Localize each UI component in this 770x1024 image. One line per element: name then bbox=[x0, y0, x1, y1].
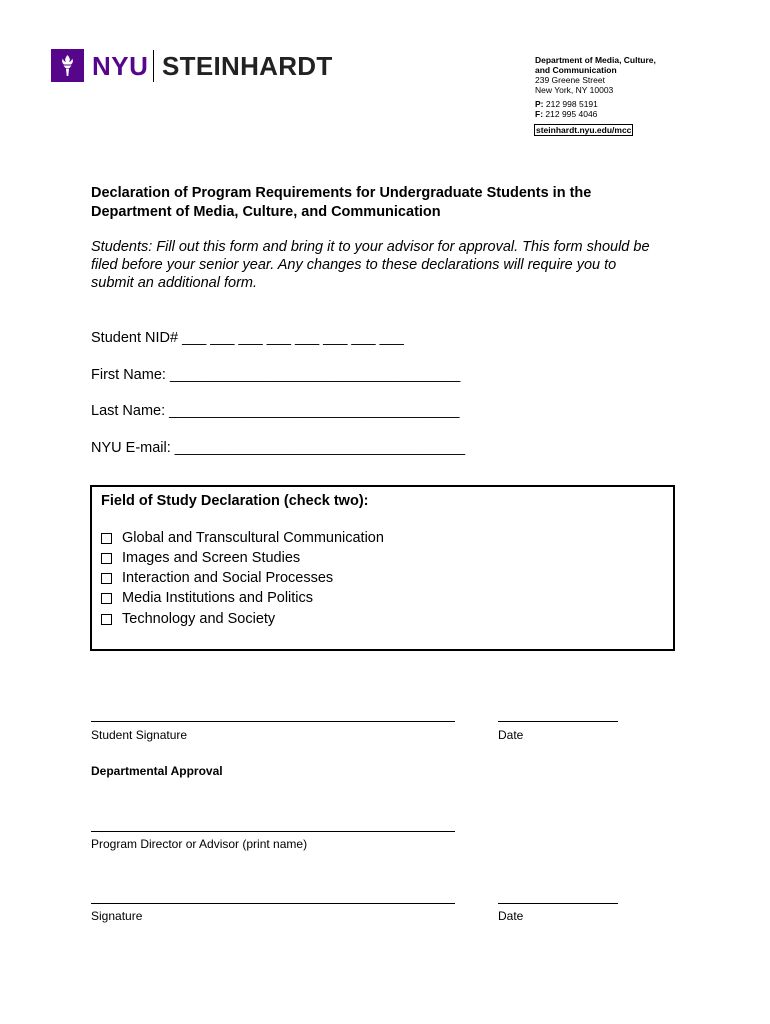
dept-name-line2: and Communication bbox=[535, 65, 617, 75]
option-images-screen[interactable]: Images and Screen Studies bbox=[101, 549, 300, 567]
date-label-2: Date bbox=[498, 909, 524, 923]
website-link[interactable]: steinhardt.nyu.edu/mcc bbox=[536, 125, 632, 135]
dept-name-line1: Department of Media, Culture, bbox=[535, 55, 656, 65]
street-address: 239 Greene Street bbox=[535, 75, 605, 85]
checkbox-icon[interactable] bbox=[101, 614, 112, 625]
email-field[interactable]: NYU E-mail: ____________________________________ bbox=[91, 440, 466, 456]
torch-icon bbox=[51, 49, 84, 82]
option-interaction-social[interactable]: Interaction and Social Processes bbox=[101, 569, 333, 587]
checkbox-icon[interactable] bbox=[101, 553, 112, 564]
form-instructions: Students: Fill out this form and bring it to your advisor for approval. This form should be filed before your senior year. Any changes to these declarations will require you to submit an additional form. bbox=[91, 239, 650, 291]
logo-divider bbox=[153, 50, 154, 82]
checkbox-icon[interactable] bbox=[101, 593, 112, 604]
signature-label: Signature bbox=[91, 909, 143, 923]
logo-nyu-text: NYU bbox=[92, 51, 149, 81]
student-nid-field[interactable]: Student NID# ___ ___ ___ ___ ___ ___ ___ ___ bbox=[91, 330, 404, 346]
option-technology-society[interactable]: Technology and Society bbox=[101, 610, 275, 628]
field-of-study-heading: Field of Study Declaration (check two): bbox=[101, 493, 369, 509]
date-label-1: Date bbox=[498, 728, 524, 742]
form-title: Declaration of Program Requirements for Undergraduate Students in the Department of Media, Culture, and Communication bbox=[91, 185, 592, 220]
checkbox-icon[interactable] bbox=[101, 533, 112, 544]
student-signature-line[interactable] bbox=[91, 721, 455, 722]
student-signature-label: Student Signature bbox=[91, 728, 188, 742]
fax-number: F: 212 995 4046 bbox=[535, 109, 598, 119]
nyu-torch-logo bbox=[51, 49, 84, 82]
option-global-transcultural[interactable]: Global and Transcultural Communication bbox=[101, 529, 384, 547]
signature-line[interactable] bbox=[91, 903, 455, 904]
last-name-field[interactable]: Last Name: ____________________________________ bbox=[91, 403, 460, 419]
logo-school-text: STEINHARDT bbox=[162, 51, 333, 81]
city-address: New York, NY 10003 bbox=[535, 85, 614, 95]
phone-number: P: 212 998 5191 bbox=[535, 99, 598, 109]
program-director-label: Program Director or Advisor (print name) bbox=[91, 837, 308, 851]
departmental-approval-heading: Departmental Approval bbox=[91, 764, 223, 778]
date-line-2[interactable] bbox=[498, 903, 618, 904]
first-name-field[interactable]: First Name: ____________________________________ bbox=[91, 367, 461, 383]
option-media-institutions[interactable]: Media Institutions and Politics bbox=[101, 589, 313, 607]
date-line-1[interactable] bbox=[498, 721, 618, 722]
program-director-line[interactable] bbox=[91, 831, 455, 832]
checkbox-icon[interactable] bbox=[101, 573, 112, 584]
